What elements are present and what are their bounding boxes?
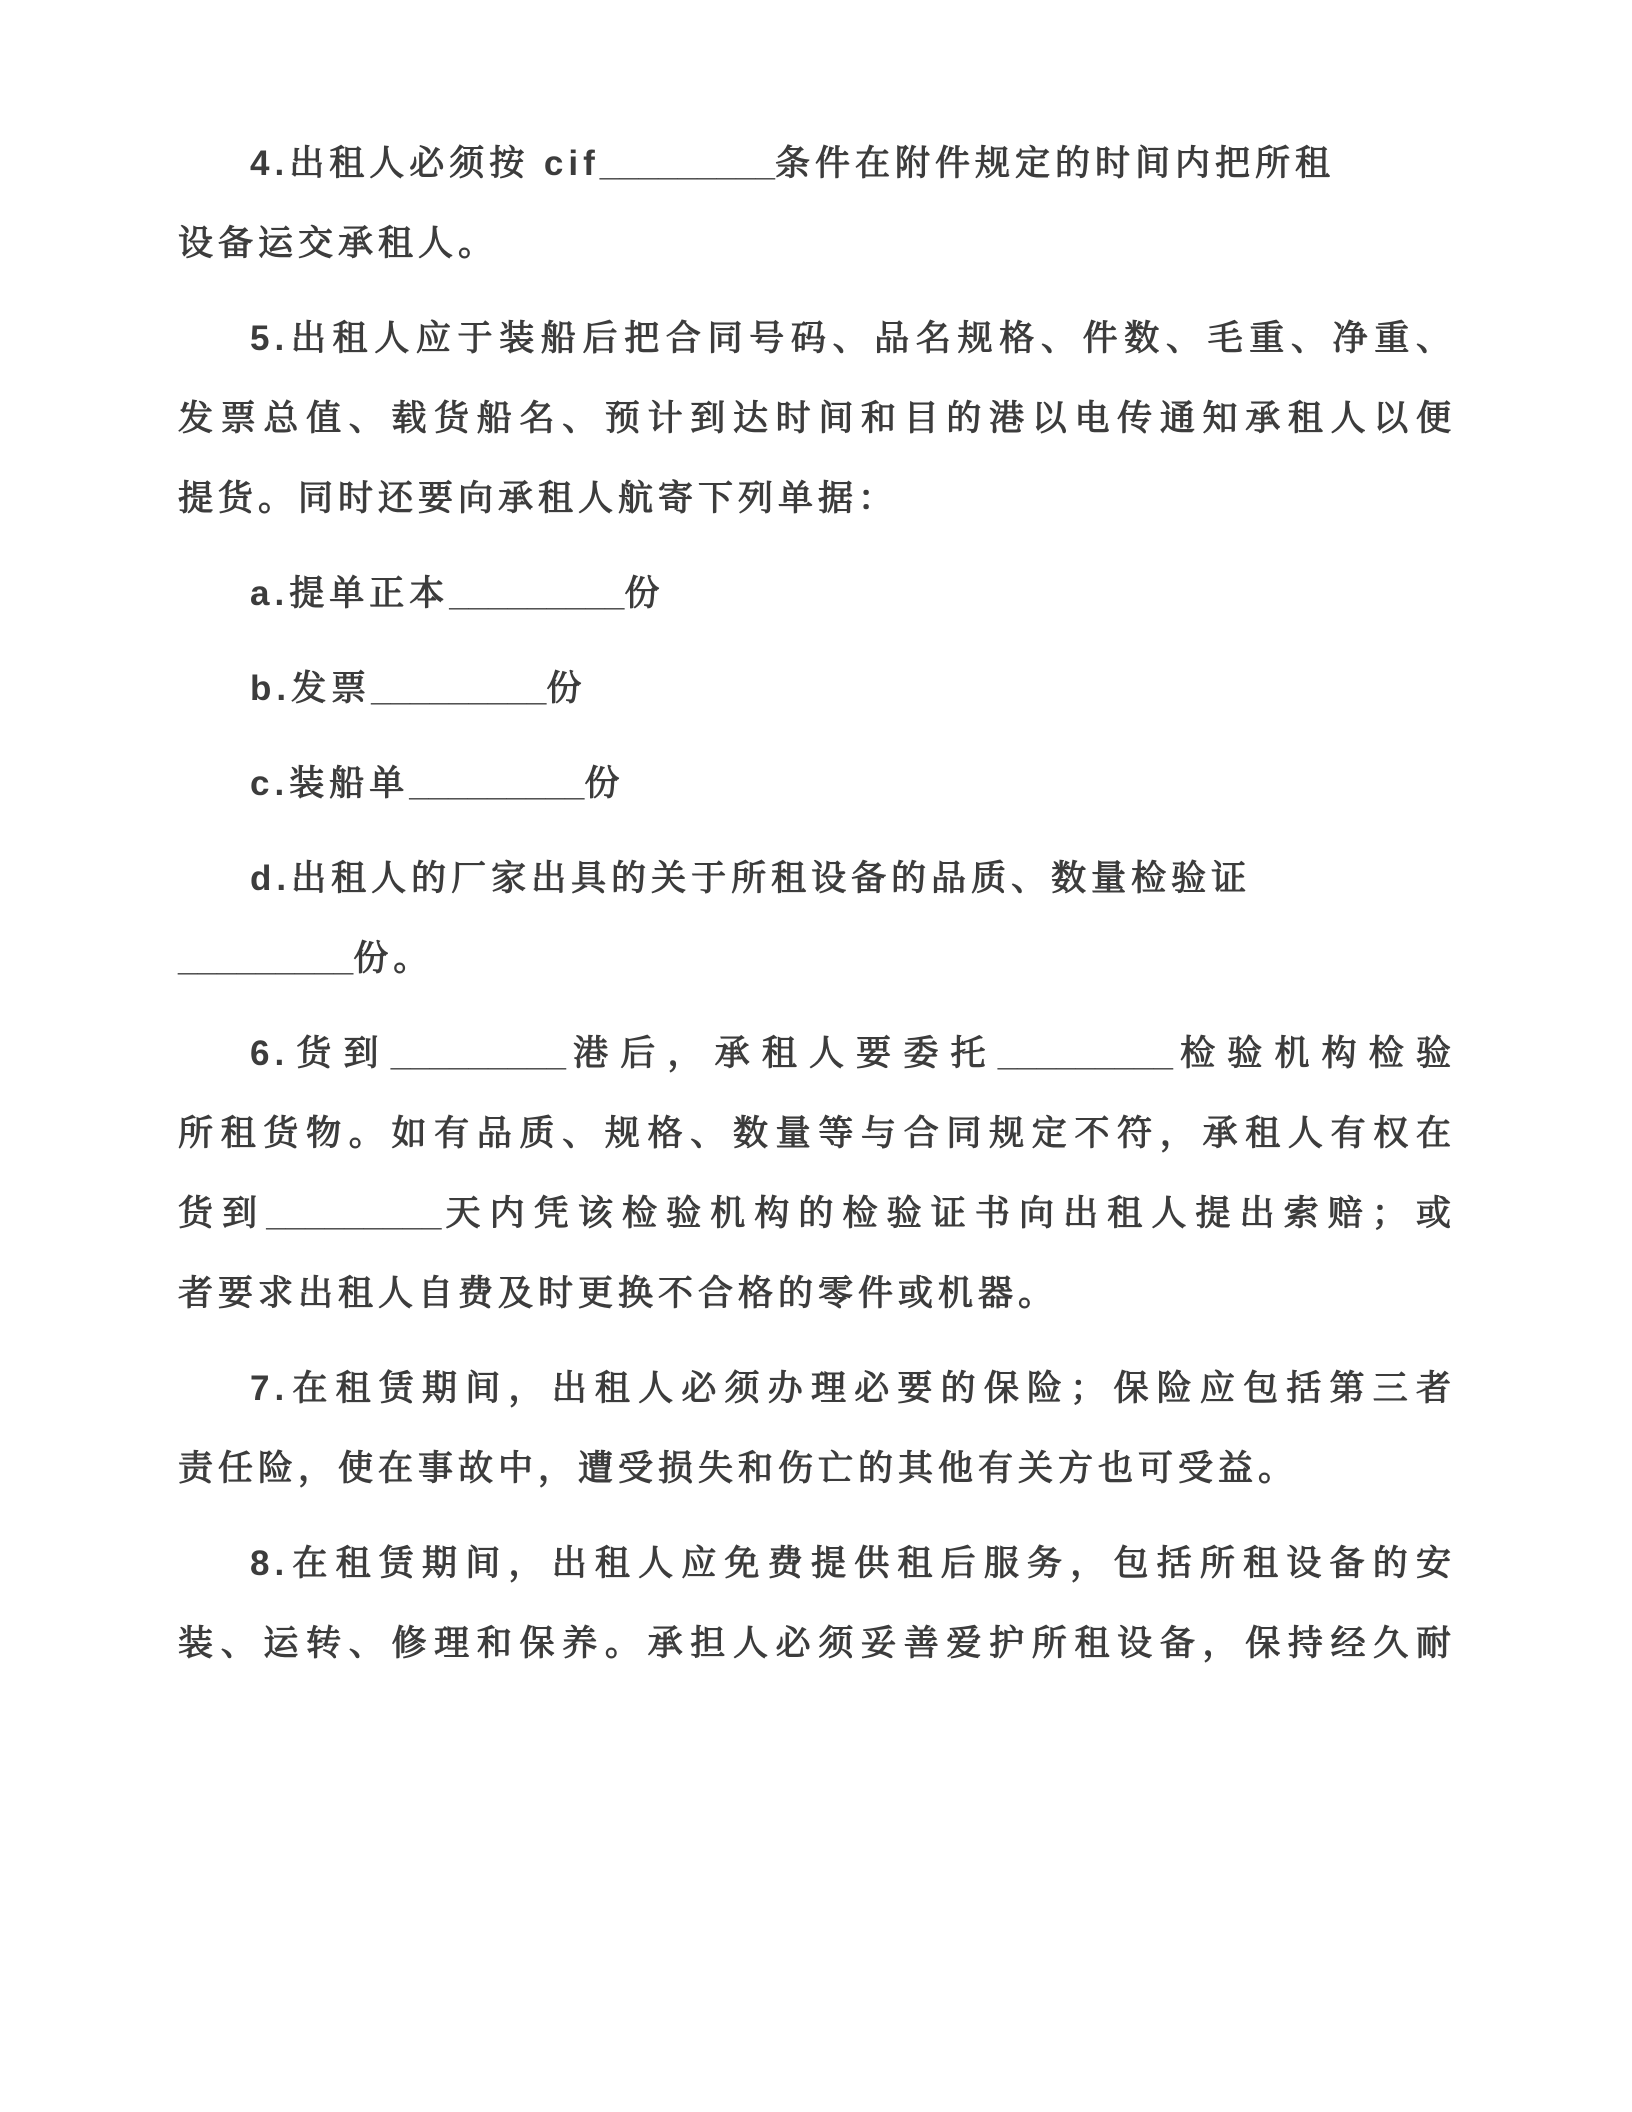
fill-in-blank: _________ — [599, 144, 775, 183]
fill-in-blank: _________ — [266, 1194, 442, 1233]
paragraph-clause-6 — [178, 1014, 1456, 1334]
text-line: 7.在租赁期间，出租人必须办理必要的保险；保险应包括第三者 — [250, 1369, 1456, 1408]
text-line: _________份。 — [178, 939, 434, 978]
fill-in-blank: _________ — [409, 764, 585, 803]
text-line: a.提单正本_________份 — [250, 574, 665, 613]
paragraph-clause-5 — [178, 299, 1456, 539]
text-line: 者要求出租人自费及时更换不合格的零件或机器。 — [178, 1274, 1059, 1313]
text-line: 所租货物。如有品质、规格、数量等与合同规定不符，承租人有权在 — [178, 1114, 1456, 1153]
fill-in-blank: _________ — [390, 1034, 566, 1073]
text-line: 发票总值、载货船名、预计到达时间和目的港以电传通知承租人以便 — [178, 399, 1456, 438]
paragraph-list-item-a — [178, 554, 1456, 634]
text-line: 责任险，使在事故中，遭受损失和伤亡的其他有关方也可受益。 — [178, 1449, 1299, 1488]
text-line: 设备运交承租人。 — [178, 224, 499, 263]
paragraph-clause-4 — [178, 124, 1456, 284]
text-line: b.发票_________份 — [250, 669, 587, 708]
text-line: 6.货到_________港后，承租人要委托_________检验机构检验 — [250, 1034, 1456, 1073]
text-line: 提货。同时还要向承租人航寄下列单据： — [178, 479, 899, 518]
paragraph-list-item-b — [178, 649, 1456, 729]
fill-in-blank: _________ — [371, 669, 547, 708]
paragraph-list-item-c — [178, 744, 1456, 824]
text-line: 装、运转、修理和保养。承担人必须妥善爱护所租设备，保持经久耐 — [178, 1624, 1456, 1663]
text-line: d.出租人的厂家出具的关于所租设备的品质、数量检验证 — [250, 859, 1252, 898]
text-line: 货到_________天内凭该检验机构的检验证书向出租人提出索赔；或 — [178, 1194, 1456, 1233]
fill-in-blank: _________ — [178, 939, 354, 978]
text-line: c.装船单_________份 — [250, 764, 625, 803]
fill-in-blank: _________ — [997, 1034, 1173, 1073]
fill-in-blank: _________ — [449, 574, 625, 613]
text-line: 5.出租人应于装船后把合同号码、品名规格、件数、毛重、净重、 — [250, 319, 1456, 358]
paragraph-list-item-d — [178, 839, 1456, 999]
paragraph-clause-8 — [178, 1524, 1456, 1684]
text-line: 4.出租人必须按 cif_________条件在附件规定的时间内把所租 — [250, 144, 1335, 183]
paragraph-clause-7 — [178, 1349, 1456, 1509]
text-line: 8.在租赁期间，出租人应免费提供租后服务，包括所租设备的安 — [250, 1544, 1456, 1583]
